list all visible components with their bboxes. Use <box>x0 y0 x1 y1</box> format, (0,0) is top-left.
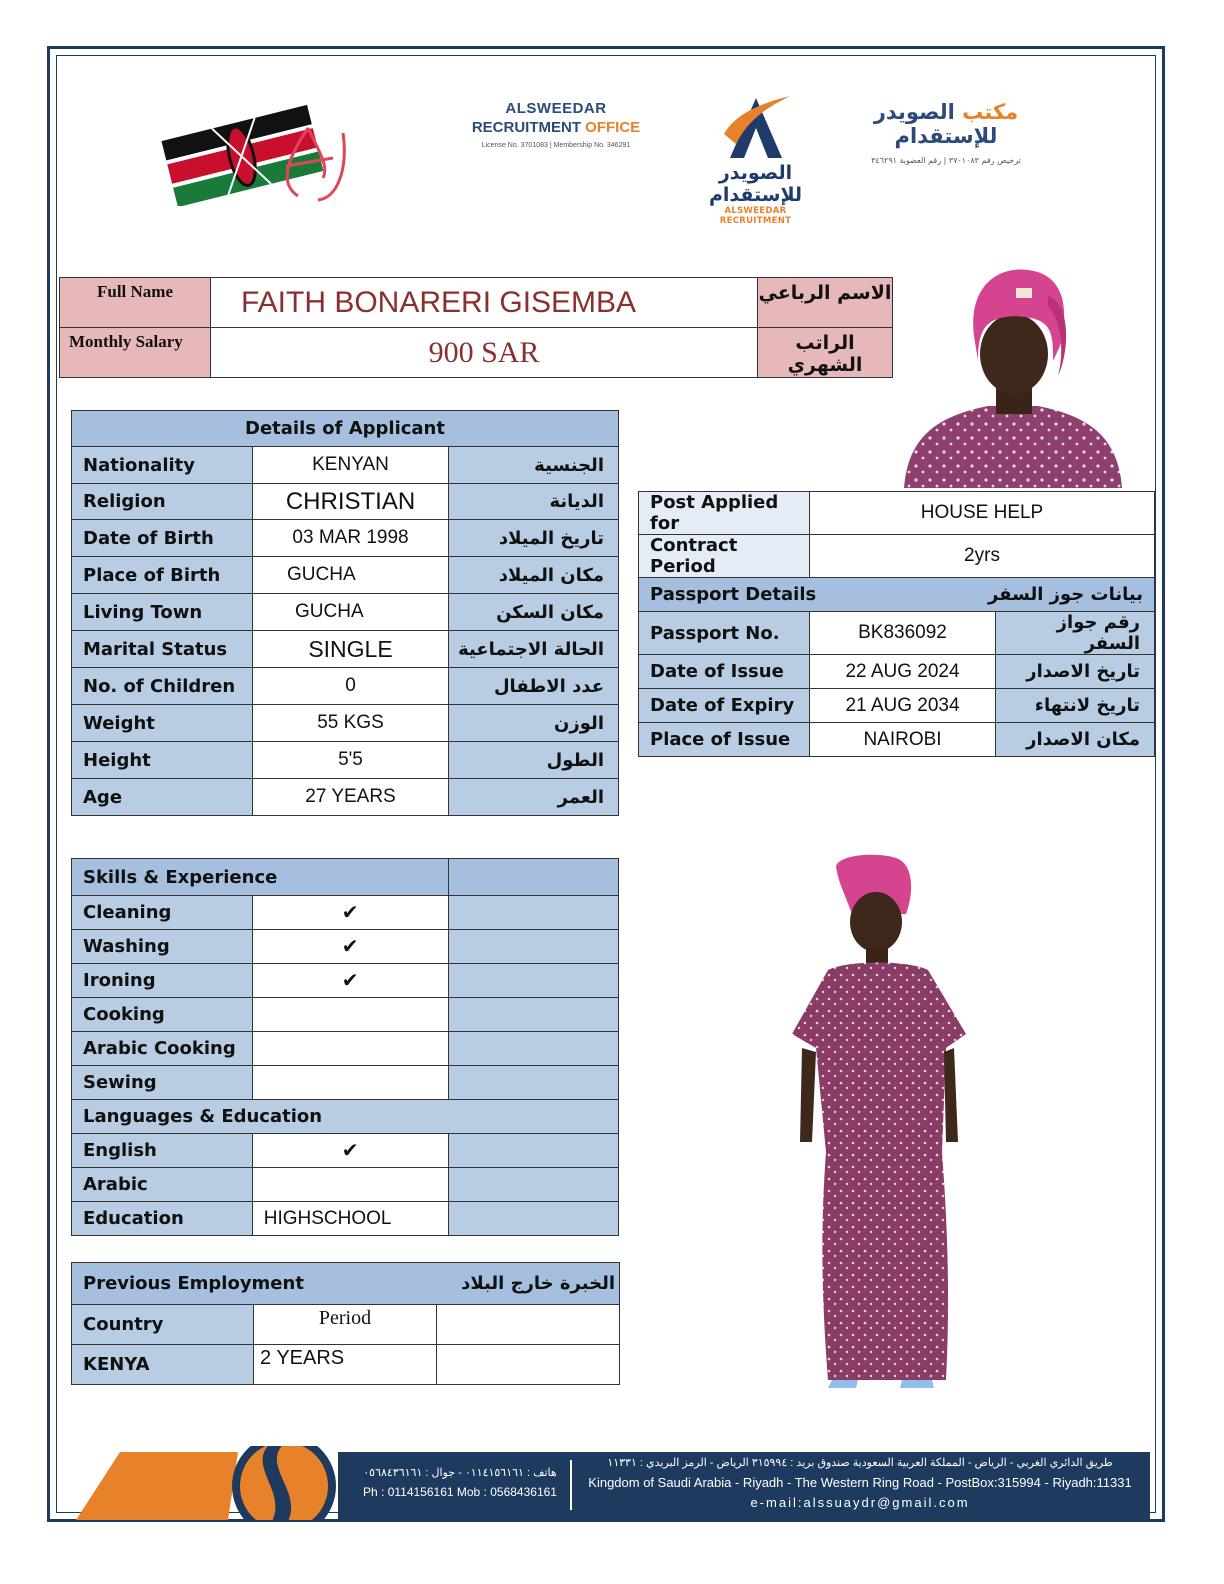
detail-arabic: الوزن <box>449 705 619 742</box>
salary-arabic: الراتب الشهري <box>758 328 893 378</box>
office-logo-license: License No. 3701083 | Membership No. 346291 <box>481 142 631 149</box>
employment-header <box>72 1263 620 1305</box>
detail-value: GUCHA <box>253 594 449 631</box>
detail-arabic: مكان السكن <box>449 594 619 631</box>
post-row <box>639 492 1155 535</box>
detail-arabic: الديانة <box>449 484 619 520</box>
languages-title: Languages & Education <box>72 1100 619 1134</box>
skill-check <box>252 1066 448 1100</box>
passport-arabic: تاريخ لانتهاء <box>996 689 1155 723</box>
full-name-label: Full Name <box>60 278 211 328</box>
contract-label: Contract Period <box>639 535 810 578</box>
employment-country: KENYA <box>72 1345 254 1385</box>
footer <box>60 1446 1152 1520</box>
detail-value: 27 YEARS <box>253 779 449 816</box>
language-label: English <box>72 1134 253 1168</box>
full-name-row <box>60 278 893 328</box>
footer-address-english: Kingdom of Saudi Arabia - Riyadh - The Western Ring Road - PostBox:315994 - Riyadh:11331 <box>588 1475 1132 1490</box>
passport-row <box>639 612 1155 655</box>
passport-label: Place of Issue <box>639 723 810 757</box>
education-row <box>72 1202 619 1236</box>
full-name-arabic: الاسم الرباعي <box>758 278 893 328</box>
detail-label: Weight <box>72 705 253 742</box>
detail-row <box>72 742 619 779</box>
applicant-details-table <box>71 410 619 816</box>
skill-check: ✔ <box>252 930 448 964</box>
details-header-row <box>72 411 619 447</box>
footer-phone-arabic: هاتف : ٠١١٤١٥٦١٦١ - جوال : ٠٥٦٨٤٣٦١٦١ <box>363 1467 557 1479</box>
post-passport-table <box>638 491 1155 757</box>
footer-orange-shape <box>60 1446 360 1520</box>
skill-check <box>252 1032 448 1066</box>
post-value: HOUSE HELP <box>810 492 1155 535</box>
detail-label: No. of Children <box>72 668 253 705</box>
detail-value: CHRISTIAN <box>253 484 449 520</box>
skill-extra <box>448 964 618 998</box>
passport-label: Date of Issue <box>639 655 810 689</box>
detail-arabic: الجنسية <box>449 447 619 484</box>
maktab-subtitle: ترخيص رقم ٣٧٠١٠٨٣ | رقم العضوية ٣٤٦٢٩١ <box>871 156 1021 165</box>
detail-value: 03 MAR 1998 <box>253 520 449 557</box>
detail-value: 0 <box>253 668 449 705</box>
maktab-logo <box>846 100 1046 165</box>
detail-value: GUCHA <box>253 557 449 594</box>
detail-row <box>72 631 619 668</box>
language-extra <box>448 1168 618 1202</box>
language-check <box>252 1168 448 1202</box>
detail-row <box>72 447 619 484</box>
skill-check <box>252 998 448 1032</box>
detail-label: Living Town <box>72 594 253 631</box>
office-logo-line1: ALSWEEDAR <box>505 100 607 117</box>
passport-value: 22 AUG 2024 <box>810 655 996 689</box>
alsweedar-a-logo <box>688 92 823 226</box>
a-logo-english: ALSWEEDAR RECRUITMENT <box>719 206 792 226</box>
skill-row <box>72 896 619 930</box>
detail-arabic: الحالة الاجتماعية <box>449 631 619 668</box>
detail-label: Nationality <box>72 447 253 484</box>
contract-row <box>639 535 1155 578</box>
detail-value: 55 KGS <box>253 705 449 742</box>
passport-header: Passport Details بيانات جوز السفر <box>639 578 1155 612</box>
employment-blank-cell <box>437 1305 620 1345</box>
applicant-full-body-photo <box>778 852 978 1388</box>
passport-header-arabic: بيانات جوز السفر <box>987 584 1143 605</box>
detail-row <box>72 668 619 705</box>
passport-value: 21 AUG 2034 <box>810 689 996 723</box>
detail-label: Age <box>72 779 253 816</box>
education-label: Education <box>72 1202 253 1236</box>
passport-header-row <box>639 578 1155 612</box>
skills-table <box>71 858 619 1236</box>
name-salary-table <box>59 277 893 378</box>
footer-address <box>580 1456 1140 1510</box>
passport-value: NAIROBI <box>810 723 996 757</box>
post-label: Post Applied for <box>639 492 810 535</box>
education-extra <box>448 1202 618 1236</box>
skill-label: Washing <box>72 930 253 964</box>
passport-label: Passport No. <box>639 612 810 655</box>
salary-row <box>60 328 893 378</box>
skill-row <box>72 1066 619 1100</box>
language-row <box>72 1168 619 1202</box>
footer-divider <box>570 1460 572 1510</box>
alsweedar-office-logo <box>466 100 646 170</box>
detail-arabic: تاريخ الميلاد <box>449 520 619 557</box>
passport-arabic: تاريخ الاصدار <box>996 655 1155 689</box>
skills-header-row <box>72 859 619 896</box>
passport-arabic: رقم جواز السفر <box>996 612 1155 655</box>
salary-label: Monthly Salary <box>60 328 211 378</box>
detail-label: Date of Birth <box>72 520 253 557</box>
a-letter-icon <box>716 92 796 160</box>
employment-title-arabic: الخبرة خارج البلاد <box>461 1273 615 1294</box>
detail-row <box>72 520 619 557</box>
employment-blank-cell <box>437 1345 620 1385</box>
employment-title: Previous Employment <box>83 1273 304 1294</box>
skills-header-blank <box>448 859 618 896</box>
skills-title: Skills & Experience <box>72 859 449 896</box>
language-extra <box>448 1134 618 1168</box>
languages-header-row <box>72 1100 619 1134</box>
detail-row <box>72 779 619 816</box>
passport-row <box>639 723 1155 757</box>
details-title: Details of Applicant <box>72 411 619 447</box>
skill-row <box>72 964 619 998</box>
education-value: HIGHSCHOOL <box>252 1202 448 1236</box>
passport-value: BK836092 <box>810 612 996 655</box>
skill-extra <box>448 896 618 930</box>
detail-row <box>72 705 619 742</box>
skill-extra <box>448 930 618 964</box>
employment-period: 2 YEARS <box>254 1345 437 1385</box>
skill-label: Cleaning <box>72 896 253 930</box>
footer-email: e-mail:alssuaydr@gmail.com <box>750 1495 970 1510</box>
skill-check: ✔ <box>252 896 448 930</box>
full-name-value: FAITH BONARERI GISEMBA <box>211 278 758 328</box>
employment-header-row <box>72 1263 620 1305</box>
skill-extra <box>448 1066 618 1100</box>
detail-label: Place of Birth <box>72 557 253 594</box>
detail-arabic: مكان الميلاد <box>449 557 619 594</box>
detail-row <box>72 594 619 631</box>
language-check: ✔ <box>252 1134 448 1168</box>
detail-label: Religion <box>72 484 253 520</box>
skill-label: Sewing <box>72 1066 253 1100</box>
footer-address-arabic: طريق الدائري الغربي - الرياض - المملكة العربية السعودية صندوق بريد : ٣١٥٩٩٤ الرياض - الرمز البريدي : ١١٣٣١ <box>607 1457 1113 1469</box>
skill-row <box>72 930 619 964</box>
passport-row <box>639 655 1155 689</box>
skill-row <box>72 998 619 1032</box>
skill-extra <box>448 998 618 1032</box>
detail-value: 5'5 <box>253 742 449 779</box>
country-column-label: Country <box>72 1305 254 1345</box>
detail-row <box>72 484 619 520</box>
employment-columns-row <box>72 1305 620 1345</box>
language-label: Arabic <box>72 1168 253 1202</box>
detail-row <box>72 557 619 594</box>
detail-arabic: عدد الاطفال <box>449 668 619 705</box>
office-logo-line2: RECRUITMENT OFFICE <box>471 119 641 136</box>
skill-extra <box>448 1032 618 1066</box>
footer-phone-english: Ph : 0114156161 Mob : 0568436161 <box>363 1485 557 1499</box>
language-row <box>72 1134 619 1168</box>
skill-label: Cooking <box>72 998 253 1032</box>
detail-value: SINGLE <box>253 631 449 668</box>
detail-arabic: العمر <box>449 779 619 816</box>
previous-employment-table <box>71 1262 620 1385</box>
a-logo-arabic: الصويدر للإستقدام <box>708 162 803 206</box>
period-column-label: Period <box>254 1305 437 1345</box>
detail-value: KENYAN <box>253 447 449 484</box>
salary-value: 900 SAR <box>211 328 758 378</box>
contract-value: 2yrs <box>810 535 1155 578</box>
maktab-title: مكتب الصويدر للإستقدام <box>873 100 1019 148</box>
detail-arabic: الطول <box>449 742 619 779</box>
passport-row <box>639 689 1155 723</box>
skill-label: Arabic Cooking <box>72 1032 253 1066</box>
skill-check: ✔ <box>252 964 448 998</box>
skill-label: Ironing <box>72 964 253 998</box>
skill-row <box>72 1032 619 1066</box>
detail-label: Marital Status <box>72 631 253 668</box>
detail-label: Height <box>72 742 253 779</box>
applicant-portrait-photo <box>898 266 1128 488</box>
passport-arabic: مكان الاصدار <box>996 723 1155 757</box>
passport-label: Date of Expiry <box>639 689 810 723</box>
employment-row <box>72 1345 620 1385</box>
footer-phone <box>360 1466 560 1499</box>
kenya-aj-logo <box>158 88 368 206</box>
